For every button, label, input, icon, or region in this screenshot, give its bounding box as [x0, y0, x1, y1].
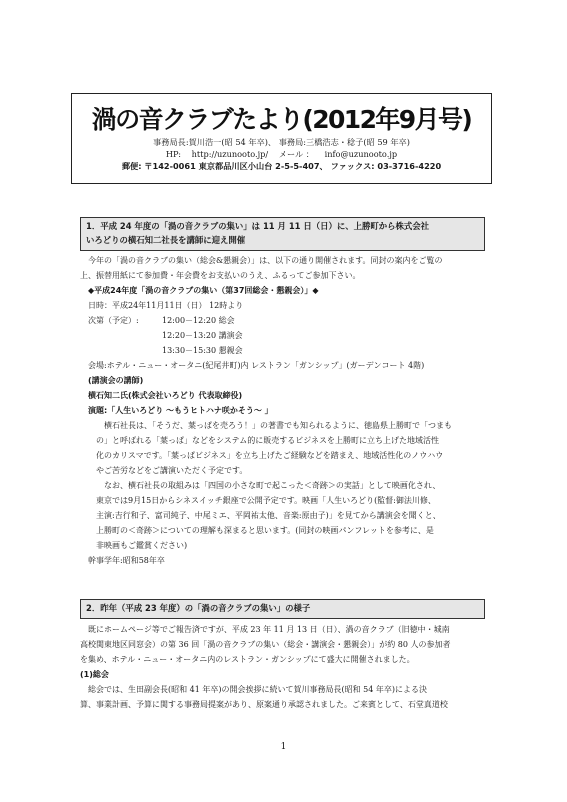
- organizer-line: 幹事学年:昭和58年卒: [88, 556, 165, 565]
- report-line: を集め、ホテル・ニュー・オータニ内のレストラン・ガンシップにて盛大に開催されました。: [80, 655, 415, 664]
- description-line: やご苦労などをご講演いただく予定です。: [96, 466, 248, 475]
- general-meeting-line: 総会では、生田副会長(昭和 41 年卒)の開会挨拶に続いて賀川事務局長(昭和 54 年卒)による決: [88, 685, 428, 694]
- section2-heading: [80, 599, 485, 619]
- hp-url-link[interactable]: http://uzunooto.jp/: [191, 149, 269, 159]
- subsection-heading: (1)総会: [80, 670, 109, 679]
- postal-line: 郵便: 〒142-0061 東京都品川区小山台 2-5-5-407、 ファックス: 03-3716-4220: [121, 161, 442, 171]
- lecturer-name: 横石知二氏(株式会社いろどり 代表取締役): [88, 391, 243, 400]
- report-line: 高校関東地区同窓会）の第 36 回「渦の音クラブの集い（総会・講演会・懇親会）」が約 80 人の参加者: [80, 640, 451, 649]
- venue-line: 会場:ホテル・ニュー・オータニ(紀尾井町)内 レストラン「ガンシップ」(ガーデンコート 4階): [88, 361, 425, 370]
- section2-body: [80, 622, 490, 712]
- schedule-row: [80, 343, 490, 358]
- intro-line: 今年の「渦の音クラブの集い（総会&懇親会）」は、以下の通り開催されます。同封の案内をご覧の: [88, 256, 443, 265]
- schedule-item: 12:20－13:20 講演会: [162, 331, 243, 340]
- intro-line: 上、振替用紙にて参加費・年会費をお支払いのうえ、ふるってご参加下さい。: [80, 271, 361, 280]
- officers-line: 事務局長:賀川浩一(昭 54 年卒)、 事務局:三橋浩志・稔子(昭 59 年卒): [153, 137, 410, 147]
- newsletter-title: 渦の音クラブたより(2012年9月号): [91, 105, 472, 134]
- hp-label: HP:: [165, 149, 181, 159]
- section1-heading-line1: 1．平成 24 年度の「渦の音クラブの集い」は 11 月 11 日（日）に、上勝町から株式会社: [86, 221, 430, 231]
- event-title: ◆平成24年度「渦の音クラブの集い（第37回総会・懇親会）」◆: [88, 286, 319, 295]
- section1-heading: [80, 217, 485, 251]
- general-meeting-line: 算、事業計画、予算に関する事務局提案があり、原案通り承認されました。ご来賓として、石堂真道校: [80, 700, 448, 709]
- movie-line: なお、横石社長の取組みは「四国の小さな町で起こった＜奇跡＞の実話」として映画化され、: [104, 481, 441, 490]
- event-date: 日時：平成24年11月11日（日） 12時より: [88, 301, 244, 310]
- page-number: 1: [280, 742, 287, 752]
- mail-label: メール ：: [278, 149, 314, 159]
- movie-line: 主演:吉行和子、富司純子、中尾ミエ、平岡祐太他、音楽:原由子)」を見てから講演会を聞くと、: [96, 511, 441, 520]
- movie-line: 非映画もご鑑賞ください): [96, 541, 188, 550]
- schedule-row: [80, 328, 490, 343]
- mail-link[interactable]: info@uzunooto.jp: [324, 149, 398, 159]
- report-line: 既にホームページ等でご報告済ですが、平成 23 年 11 月 13 日（日）、渦の音クラブ（旧徳中・城南: [88, 625, 450, 634]
- schedule-label: 次第（予定）:: [88, 316, 139, 325]
- description-line: 横石社長は、「そうだ、葉っぱを売ろう！」の著書でも知られるように、徳島県上勝町で「つまも: [104, 421, 452, 430]
- description-line: 化のカリスマです。「葉っぱビジネス」を立ち上げたご経験などを踏まえ、地域活性化のノウハウ: [96, 451, 444, 460]
- masthead-box: [71, 93, 492, 184]
- talk-title: 演題:「人生いろどり ～もうヒトハナ咲かそう～ 」: [88, 406, 273, 415]
- section2-heading-text: 2．昨年（平成 23 年度）の「渦の音クラブの集い」の様子: [86, 603, 311, 613]
- schedule-item: 12:00－12:20 総会: [162, 316, 235, 325]
- contact-line: [72, 148, 491, 160]
- section1-heading-line2: いろどりの横石知二社長を講師に迎え開催: [86, 235, 246, 245]
- section1-body: [80, 253, 490, 568]
- movie-line: 東京では9月15日からシネスイッチ銀座で公開予定です。映画「人生いろどり(監督:御法川修、: [96, 496, 436, 505]
- schedule-item: 13:30－15:30 懇親会: [162, 346, 243, 355]
- movie-line: 上勝町の＜奇跡＞についての理解も深まると思います。(同封の映画パンフレットを参考に、是: [96, 526, 434, 535]
- description-line: の」と呼ばれる「葉っぱ」などをシステム的に販売するビジネスを上勝町に立ち上げた地域活性: [96, 436, 439, 445]
- schedule-row: [80, 313, 490, 328]
- lecturer-heading: (講演会の講師): [88, 376, 144, 385]
